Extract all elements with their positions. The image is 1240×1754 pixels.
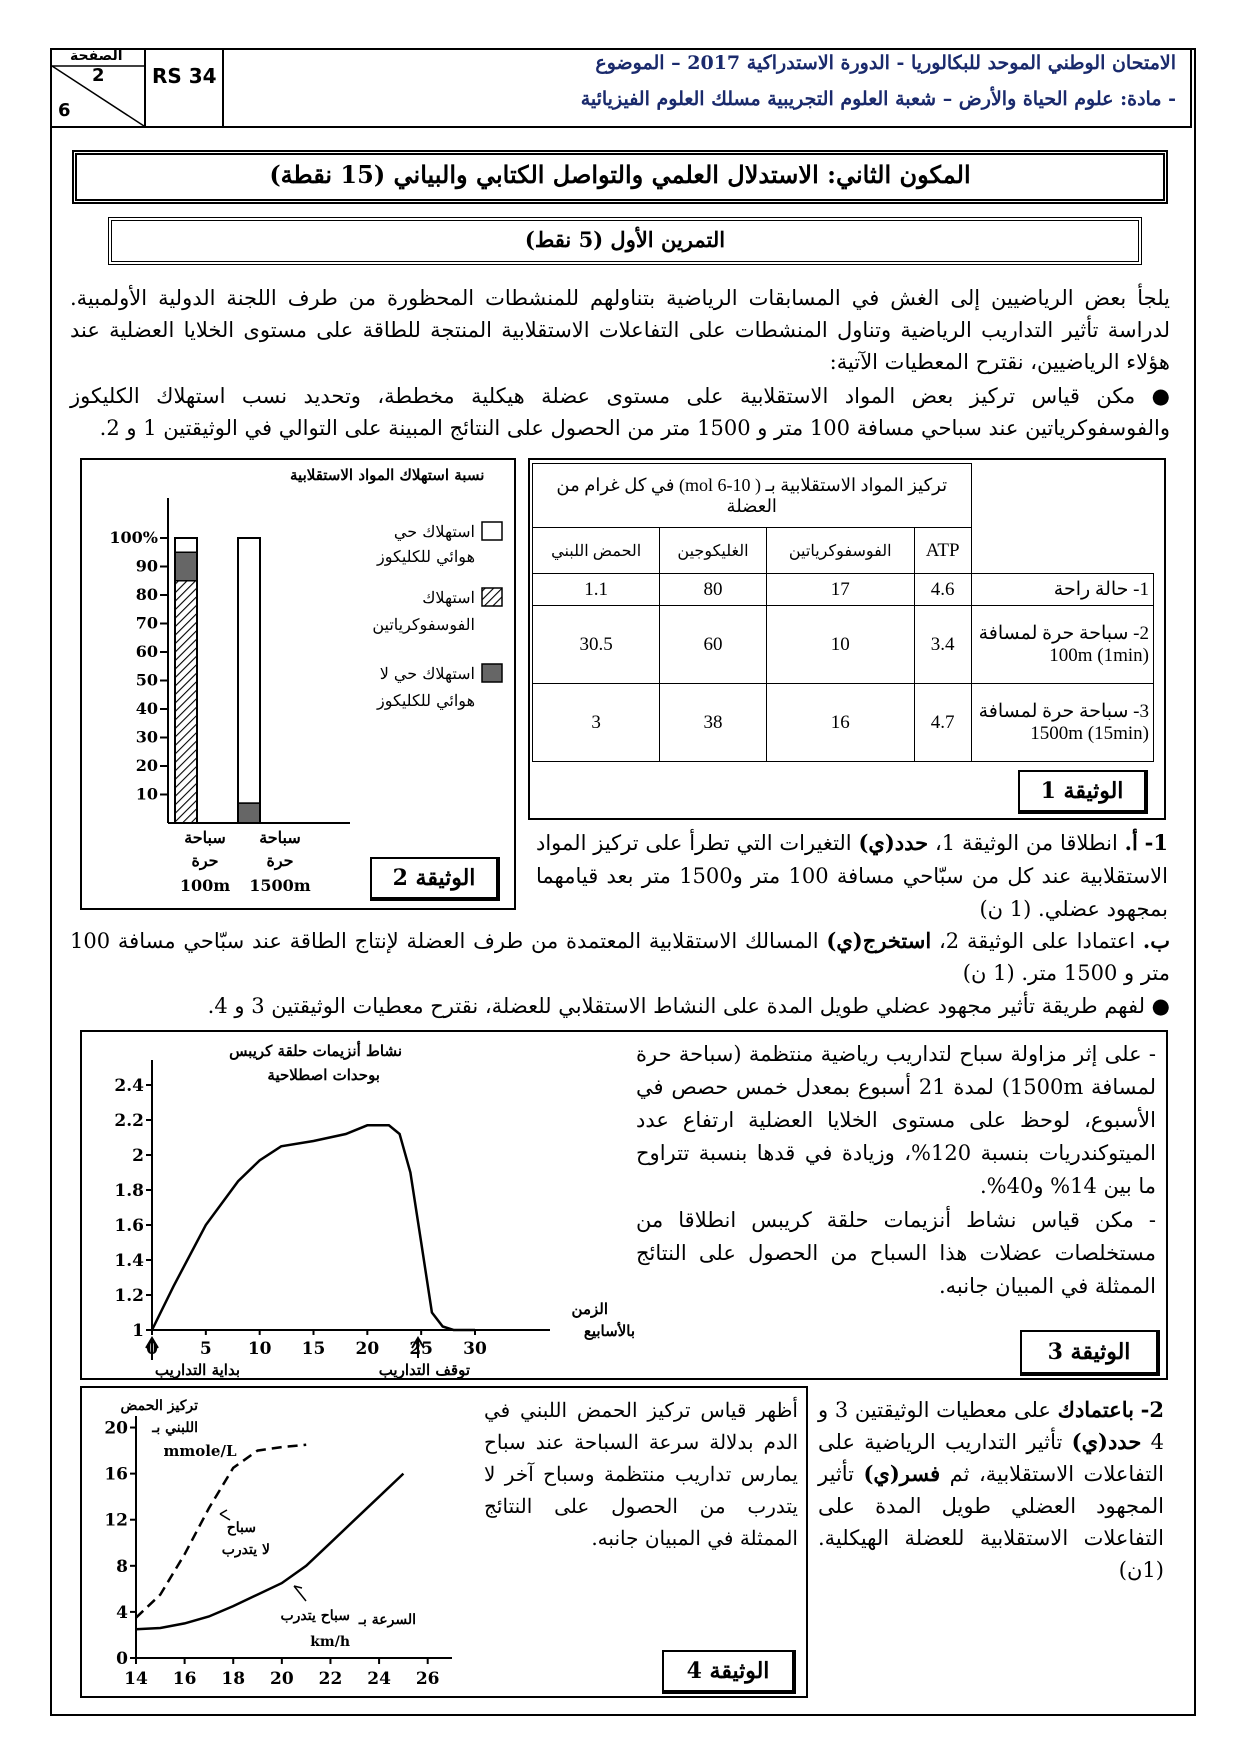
- doc3-x-label-1: الزمن: [571, 1300, 608, 1318]
- intro-paragraph-2: ● مكن قياس تركيز بعض المواد الاستقلابية على مستوى عضلة هيكلية مخططة، وتحديد نسب استهلاك الكليكوز والفوسفوكرياتين عند سباحي مسافة 100 متر و 1500 متر من الحصول على النتائج المبينة على التوالي في الوثيقتين 1 و 2.: [70, 384, 1170, 440]
- doc4-y-tick-label: 8: [116, 1556, 128, 1577]
- doc2-bar-segment: [238, 803, 260, 823]
- cell: 17: [766, 574, 914, 606]
- doc2-tick-label: 80: [135, 585, 158, 604]
- curve1-arrow-icon: [220, 1510, 230, 1520]
- doc4-x-unit: km/h: [310, 1634, 350, 1650]
- q1b-text2: المسالك الاستقلابية المعتمدة من طرف العضلة لإنتاج الطاقة عند سبّاحي مسافة 100 متر و 1500 متر. (1 ن): [70, 929, 1170, 985]
- q2-verb2: حدد(ي): [1071, 1429, 1142, 1454]
- legend-pcr-swatch: [482, 588, 502, 606]
- doc3-y-tick-label: 1.4: [114, 1251, 144, 1271]
- legend-pcr-2: الفوسفوكرياتين: [372, 615, 475, 634]
- cell: 4.7: [914, 684, 971, 762]
- header-line-1: الامتحان الوطني الموحد للبكالوريا - الدورة الاستدراكية 2017 – الموضوع: [595, 52, 1176, 74]
- doc4-x-tick-label: 26: [415, 1669, 440, 1689]
- doc4-y-tick-label: 12: [104, 1510, 128, 1531]
- question-1a: [536, 826, 1168, 926]
- cell: 3.4: [914, 606, 971, 684]
- doc4-y-tick-label: 16: [104, 1464, 128, 1485]
- doc2-tick-label: 70: [135, 613, 158, 633]
- q1a-text1: انطلاقا من الوثيقة 1،: [934, 831, 1118, 855]
- section-title: المكون الثاني: الاستدلال العلمي والتواصل الكتابي والبياني (15 نقطة): [269, 160, 971, 189]
- doc3-label: الوثيقة 3: [1020, 1330, 1160, 1376]
- doc3-x-tick-label: 25: [409, 1339, 434, 1359]
- exam-code: RS 34: [152, 64, 217, 88]
- doc3-y-tick-label: 1.8: [114, 1181, 144, 1201]
- q1b-text1: اعتمادا على الوثيقة 2،: [938, 929, 1136, 953]
- q1b-verb: استخرج(ي): [826, 928, 932, 953]
- doc2-bar-segment: [175, 552, 197, 581]
- doc3-text-2: - مكن قياس نشاط أنزيمات حلقة كريبس انطلاقا من مستخلصات عضلات هذا السباح من الحصول على النتائج الممثلة في المبيان جانبه.: [636, 1208, 1156, 1298]
- doc3-title-1: نشاط أنزيمات حلقة كريبس: [229, 1042, 402, 1060]
- q1-num: 1-: [1144, 830, 1168, 855]
- doc1-label: الوثيقة 1: [1018, 770, 1148, 814]
- curve1-label-1: سباح: [226, 1520, 256, 1536]
- legend-aerobic-1: استهلاك حي: [393, 522, 475, 541]
- doc3-text-1: - على إثر مزاولة سباح لتداريب رياضية منتظمة (سباحة حرة لمسافة 1500m) لمدة 21 أسبوع بمعدل خمس حصص في الأسبوع، لوحظ على مستوى الخلايا العضلية ارتفاع عدد الميتوكندريات بنسبة 120%، وزيادة في قدها بنسبة تتراوح ما بين 14% و40%.: [636, 1042, 1157, 1198]
- doc1-table: [532, 463, 1154, 762]
- doc2-title: نسبة استهلاك المواد الاستقلابية: [290, 466, 485, 484]
- doc4-x-tick-label: 20: [270, 1669, 294, 1689]
- bar1-label-3: 100m: [179, 876, 231, 895]
- bar1-label-2: حرة: [191, 851, 219, 870]
- doc4-x-tick-label: 18: [221, 1669, 246, 1689]
- doc4-x-tick-label: 22: [318, 1669, 343, 1689]
- question-1b: [70, 925, 1170, 989]
- bar2-label-2: حرة: [266, 851, 294, 870]
- doc4-x-tick-label: 24: [367, 1669, 391, 1689]
- bar2-label-3: 1500m: [249, 876, 311, 895]
- section-title-box: [72, 150, 1168, 204]
- cell: 4.6: [914, 574, 971, 606]
- bar1-label-1: سباحة: [184, 828, 226, 847]
- doc2-chart: [80, 458, 516, 910]
- q2-verb1: باعتمادك: [1057, 1397, 1134, 1422]
- col-glycogen: الغليكوجين: [660, 528, 766, 574]
- cell: 80: [660, 574, 766, 606]
- doc4-y-tick-label: 4: [116, 1602, 128, 1623]
- exercise-title: التمرين الأول (5 نقط): [524, 227, 726, 252]
- legend-aerobic-swatch: [482, 522, 502, 540]
- doc3-x-tick-label: 0: [146, 1339, 158, 1359]
- doc1-header: تركيز المواد الاستقلابية بـ ( 10-6 mol) في كل غرام من العضلة: [533, 464, 972, 528]
- doc3-x-label-2: بالأسابيع: [583, 1322, 635, 1340]
- doc3-title-2: بوحدات اصطلاحية: [267, 1066, 380, 1084]
- doc4-y-tick-label: 20: [104, 1418, 128, 1439]
- q1a-text2: التغيرات التي تطرأ على تركيز المواد الاستقلابية عند كل من سبّاحي مسافة 100 متر و1500 متر بعد قيامهما بمجهود عضلي. (1 ن): [536, 831, 1168, 921]
- doc3-x-tick-label: 30: [463, 1339, 487, 1359]
- cell: 1.1: [533, 574, 660, 606]
- doc2-tick-label: 60: [135, 642, 158, 661]
- code-cell: [144, 50, 222, 126]
- doc3-y-tick-label: 2.2: [114, 1111, 144, 1131]
- doc3-x-tick-label: 20: [355, 1339, 380, 1359]
- legend-anaerobic-2: هوائي للكليكوز: [377, 691, 475, 710]
- curve2-arrow-icon: [294, 1586, 306, 1601]
- intro-docs-3-4: ● لفهم طريقة تأثير مجهود عضلي طويل المدة على النشاط الاستقلابي للعضلة، نقترح معطيات الوثيقتين 3 و 4.: [207, 994, 1170, 1018]
- doc4-title-2: اللبني بـ: [152, 1420, 198, 1436]
- title-cell: [222, 50, 1190, 126]
- doc4-chart: [80, 1386, 480, 1698]
- q2-text2: تأثير التداريب الرياضية على التفاعلات الاستقلابية، ثم: [818, 1430, 1164, 1486]
- page-label: الصفحة: [70, 48, 123, 64]
- q2-num: 2-: [1140, 1397, 1164, 1422]
- doc4-x-label: السرعة بـ: [358, 1612, 416, 1628]
- doc3-y-tick-label: 1: [132, 1321, 144, 1341]
- legend-anaerobic-swatch: [482, 664, 502, 682]
- doc4-x-tick-label: 14: [124, 1669, 148, 1689]
- doc3-chart: [80, 1030, 640, 1380]
- q2-verb3: فسر(ي): [863, 1461, 941, 1486]
- intro-paragraph: يلجأ بعض الرياضيين إلى الغش في المسابقات الرياضية بتناولهم للمنشطات المحظورة من طرف اللجنة الدولية الأولمبية. لدراسة تأثير التداريب الرياضية وتناول المنشطات على التفاعلات الاستقلابية المنتجة للطاقة على مستوى الخلايا العضلية عند هؤلاء الرياضيين، نقترح المعطيات الآتية:: [70, 286, 1170, 374]
- doc2-bar-segment: [175, 581, 197, 823]
- legend-anaerobic-1: استهلاك حي لا: [379, 664, 475, 683]
- doc2-tick-label: 40: [135, 699, 158, 718]
- doc2-bar-segment: [238, 538, 260, 803]
- doc2-tick-label: 30: [135, 727, 158, 747]
- curve1-label-2: لا يتدرب: [221, 1542, 270, 1558]
- doc3-y-tick-label: 1.2: [114, 1286, 144, 1306]
- q1a-verb: حدد(ي): [858, 830, 929, 855]
- legend-aerobic-2: هوائي للكليكوز: [377, 547, 475, 566]
- cell: 10: [766, 606, 914, 684]
- cell: 38: [660, 684, 766, 762]
- untrained-curve: [136, 1445, 306, 1618]
- doc2-tick-label: 50: [135, 670, 158, 690]
- doc2-tick-label: 90: [135, 556, 158, 576]
- doc3-x-tick-label: 15: [301, 1339, 326, 1359]
- page-total: 6: [58, 100, 71, 121]
- row-rest-label: 1- حالة راحة: [971, 574, 1154, 606]
- cell: 30.5: [533, 606, 660, 684]
- legend-pcr-1: استهلاك: [422, 588, 475, 607]
- col-lactic-acid: الحمض اللبني: [533, 528, 660, 574]
- question-2: [818, 1394, 1164, 1586]
- doc4-title-1: تركيز الحمض: [120, 1398, 198, 1414]
- page-num: 2: [92, 65, 105, 86]
- row-100m-label: 2- سباحة حرة لمسافة 100m (1min): [971, 606, 1154, 684]
- q2-text1: على معطيات الوثيقتين 3 و 4: [818, 1398, 1164, 1454]
- q2-text3: تأثير المجهود العضلي طويل المدة على التفاعلات الاستقلابية للعضلة الهيكلية. (1ن): [818, 1462, 1164, 1582]
- doc2-bar-segment: [175, 538, 197, 552]
- doc4-title-3: mmole/L: [163, 1442, 237, 1460]
- page-number-cell: [52, 50, 144, 126]
- doc2-label: الوثيقة 2: [370, 857, 500, 901]
- row-1500m-label: 3- سباحة حرة لمسافة 1500m (15min): [971, 684, 1154, 762]
- doc3-y-tick-label: 2: [132, 1146, 144, 1166]
- doc4-label: الوثيقة 4: [662, 1650, 796, 1694]
- doc2-tick-label: 10: [135, 784, 158, 804]
- col-atp: ATP: [914, 528, 971, 574]
- q1a-letter: أ.: [1124, 830, 1138, 855]
- col-phosphocreatine: الفوسفوكرياتين: [766, 528, 914, 574]
- q1b-letter: ب.: [1142, 928, 1170, 953]
- bar2-label-1: سباحة: [259, 828, 301, 847]
- doc2-tick-label: 100%: [109, 528, 158, 547]
- doc4-y-tick-label: 0: [116, 1649, 128, 1669]
- doc3-x-tick-label: 10: [247, 1339, 272, 1359]
- doc3-start: بداية التداريب: [154, 1361, 240, 1379]
- doc4-text: أظهر قياس تركيز الحمض اللبني في الدم بدلالة سرعة السباحة عند سباح يمارس تداريب منتظمة وسباح آخر لا يتدرب من الحصول على النتائج الممثلة في المبيان جانبه.: [484, 1398, 798, 1550]
- header-line-2: - مادة: علوم الحياة والأرض – شعبة العلوم التجريبية مسلك العلوم الفيزيائية: [580, 88, 1176, 110]
- doc2-tick-label: 20: [135, 756, 158, 775]
- doc3-y-tick-label: 2.4: [114, 1076, 144, 1096]
- doc3-y-tick-label: 1.6: [114, 1216, 144, 1236]
- exam-header: [50, 48, 1192, 128]
- curve2-label: سباح يتدرب: [280, 1608, 350, 1624]
- cell: 60: [660, 606, 766, 684]
- doc4-x-tick-label: 16: [172, 1669, 197, 1689]
- doc3-stop: توقف التداريب: [378, 1361, 470, 1379]
- krebs-activity-curve: [152, 1125, 475, 1330]
- exercise-title-box: [108, 217, 1142, 265]
- cell: 3: [533, 684, 660, 762]
- cell: 16: [766, 684, 914, 762]
- doc3-x-tick-label: 5: [199, 1339, 212, 1359]
